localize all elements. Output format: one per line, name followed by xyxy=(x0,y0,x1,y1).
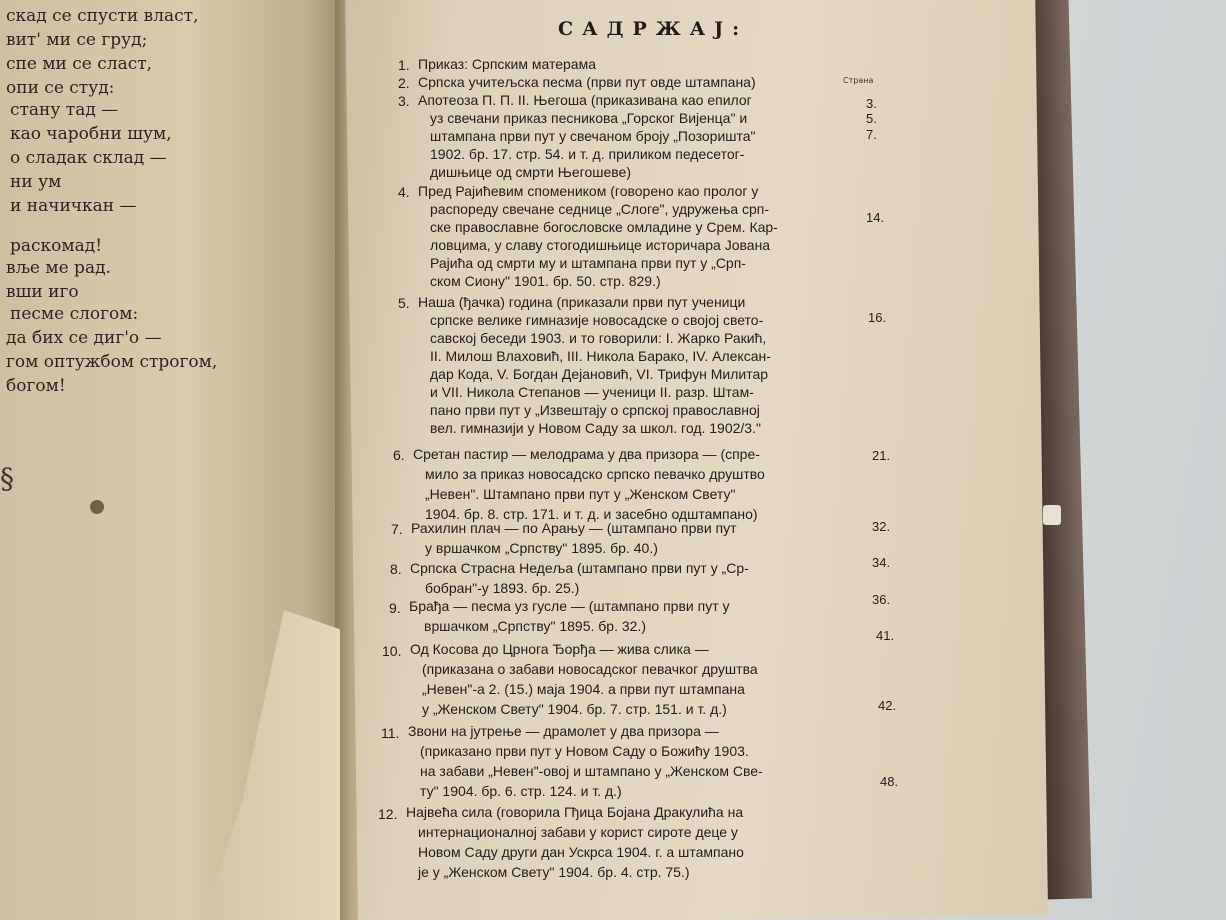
page-number: 7. xyxy=(866,127,877,142)
toc-line: распореду свечане седнице „Слоге", удружења срп- xyxy=(430,201,770,217)
toc-line: пано први пут у „Извештају о српској православној xyxy=(430,402,760,418)
toc-title: САДРЖАЈ: xyxy=(558,18,749,40)
entry-number: 6. xyxy=(393,447,405,463)
toc-line: српске велике гимназије новосадске о својој свето- xyxy=(430,312,764,328)
toc-line: Рајића од смрти му и штампана први пут у „Срп- xyxy=(430,255,746,271)
toc-line: дар Кода, V. Богдан Дејановић, VI. Трифун Милитар xyxy=(430,366,769,382)
left-line: спе ми се сласт, xyxy=(6,54,153,74)
toc-line: Српска Страсна Недеља (штампано први пут у „Ср- xyxy=(410,560,749,576)
toc-line: вел. гимназији у Новом Саду за школ. год. 1902/3." xyxy=(430,420,761,436)
toc-line: вршачком „Српству" 1895. бр. 32.) xyxy=(424,618,646,634)
page-tab xyxy=(1043,505,1061,525)
toc-line: Апотеоза П. П. II. Његоша (приказивана као епилог xyxy=(418,92,752,108)
toc-line: (приказано први пут у Новом Саду о Божићу 1903. xyxy=(420,743,749,759)
page-column-header: Страна xyxy=(843,76,874,85)
left-line: ни ум xyxy=(10,172,62,192)
toc-line: Српска учитељска песма (први пут овде штампана) xyxy=(418,74,756,90)
toc-line: ту" 1904. бр. 6. стр. 124. и т. д.) xyxy=(420,783,622,799)
toc-line: Брађа — песма уз гусле — (штампано први пут у xyxy=(409,598,730,614)
toc-line: штампана први пут у свечаном броју „Позоришта" xyxy=(430,128,756,144)
entry-number: 11. xyxy=(381,725,400,741)
ink-stain xyxy=(90,500,104,514)
toc-line: ске православне богословске омладине у Срем. Кар- xyxy=(430,219,778,235)
toc-line: савској беседи 1903. и то говорили: I. Жарко Ракић, xyxy=(430,330,767,346)
left-line: опи се студ: xyxy=(6,78,115,98)
left-line: да бих се диг'о — xyxy=(6,328,162,348)
toc-line: 1902. бр. 17. стр. 54. и т. д. приликом педесетог- xyxy=(430,146,745,162)
toc-line: је у „Женском Свету" 1904. бр. 4. стр. 75.) xyxy=(418,864,690,880)
toc-line: „Невен"-а 2. (15.) маја 1904. а први пут штампана xyxy=(422,681,745,697)
toc-line: „Невен". Штампано први пут у „Женском Свету" xyxy=(425,486,736,502)
entry-number: 3. xyxy=(398,93,410,109)
left-line: као чаробни шум, xyxy=(10,124,172,144)
toc-line: на забави „Невен"-овој и штампано у „Женском Све- xyxy=(420,763,763,779)
toc-line: бобран"-у 1893. бр. 25.) xyxy=(425,580,580,596)
left-line: песме слогом: xyxy=(10,304,139,324)
entry-number: 2. xyxy=(398,75,410,91)
page-number: 21. xyxy=(872,448,891,463)
toc-line: Приказ: Српским матерама xyxy=(418,56,596,72)
page-number: 48. xyxy=(880,774,899,789)
left-line: вље ме рад. xyxy=(6,258,111,278)
entry-number: 4. xyxy=(398,184,410,200)
page-number: 16. xyxy=(868,310,887,325)
left-line: вши иго xyxy=(6,282,79,302)
toc-line: у „Женском Свету" 1904. бр. 7. стр. 151. и т. д.) xyxy=(422,701,727,717)
page-number: 5. xyxy=(866,111,877,126)
page-number: 14. xyxy=(866,210,885,225)
left-line: раскомад! xyxy=(10,236,103,256)
ornament-icon: § xyxy=(0,462,14,495)
left-line: гом оптужбом строгом, xyxy=(6,352,218,372)
page-number: 34. xyxy=(872,555,891,570)
left-line: вит' ми се груд; xyxy=(6,30,148,50)
toc-line: Пред Рајићевим спомеником (говорено као пролог у xyxy=(418,183,759,199)
page-number: 42. xyxy=(878,698,897,713)
entry-number: 12. xyxy=(378,806,398,822)
entry-number: 5. xyxy=(398,295,410,311)
page-number: 41. xyxy=(876,628,895,643)
page-number: 3. xyxy=(866,96,877,111)
left-line: о сладак склад — xyxy=(10,148,167,168)
entry-number: 1. xyxy=(398,57,410,73)
toc-line: уз свечани приказ песникова „Горског Вијенца" и xyxy=(430,110,748,126)
entry-number: 10. xyxy=(382,643,402,659)
toc-line: мило за приказ новосадско српско певачко друштво xyxy=(425,466,765,482)
toc-line: Рахилин плач — по Арању — (штампано први пут xyxy=(411,520,737,536)
entry-number: 8. xyxy=(390,561,402,577)
left-line: богом! xyxy=(6,376,66,396)
toc-line: интернационалној забави у корист сироте деце у xyxy=(418,824,738,840)
toc-line: ловцима, у славу стогодишњице историчара Јована xyxy=(430,237,771,253)
left-line: и начичкан — xyxy=(10,196,137,216)
toc-line: Наша (ђачка) година (приказали први пут ученици xyxy=(418,294,746,310)
entry-number: 7. xyxy=(391,521,403,537)
toc-line: у вршачком „Српству" 1895. бр. 40.) xyxy=(425,540,658,556)
toc-line: Од Косова до Црнога Ђорђа — жива слика — xyxy=(410,641,709,657)
page-number: 36. xyxy=(872,592,891,607)
entry-number: 9. xyxy=(389,600,401,616)
page-number: 32. xyxy=(872,519,891,534)
toc-line: 1904. бр. 8. стр. 171. и т. д. и засебно одштампано) xyxy=(425,506,758,522)
toc-line: II. Милош Влаховић, III. Никола Барако, IV. Алексан- xyxy=(430,348,771,364)
toc-line: Највећа сила (говорила Гђица Бојана Дракулића на xyxy=(406,804,744,820)
toc-line: Сретан пастир — мелодрама у два призора — (спре- xyxy=(413,446,760,462)
toc-line: Звони на јутрење — драмолет у два призора — xyxy=(408,723,719,739)
toc-line: Новом Саду други дан Ускрса 1904. г. а штампано xyxy=(418,844,744,860)
toc-line: ском Сиону" 1901. бр. 50. стр. 829.) xyxy=(430,273,661,289)
left-line: стану тад — xyxy=(10,100,119,120)
toc-line: и VII. Никола Степанов — ученици II. разр. Штам- xyxy=(430,384,754,400)
toc-line: (приказана о забави новосадског певачког друштва xyxy=(422,661,758,677)
toc-line: дишњице од смрти Његошеве) xyxy=(430,164,631,180)
left-line: скад се спусти власт, xyxy=(6,6,199,26)
